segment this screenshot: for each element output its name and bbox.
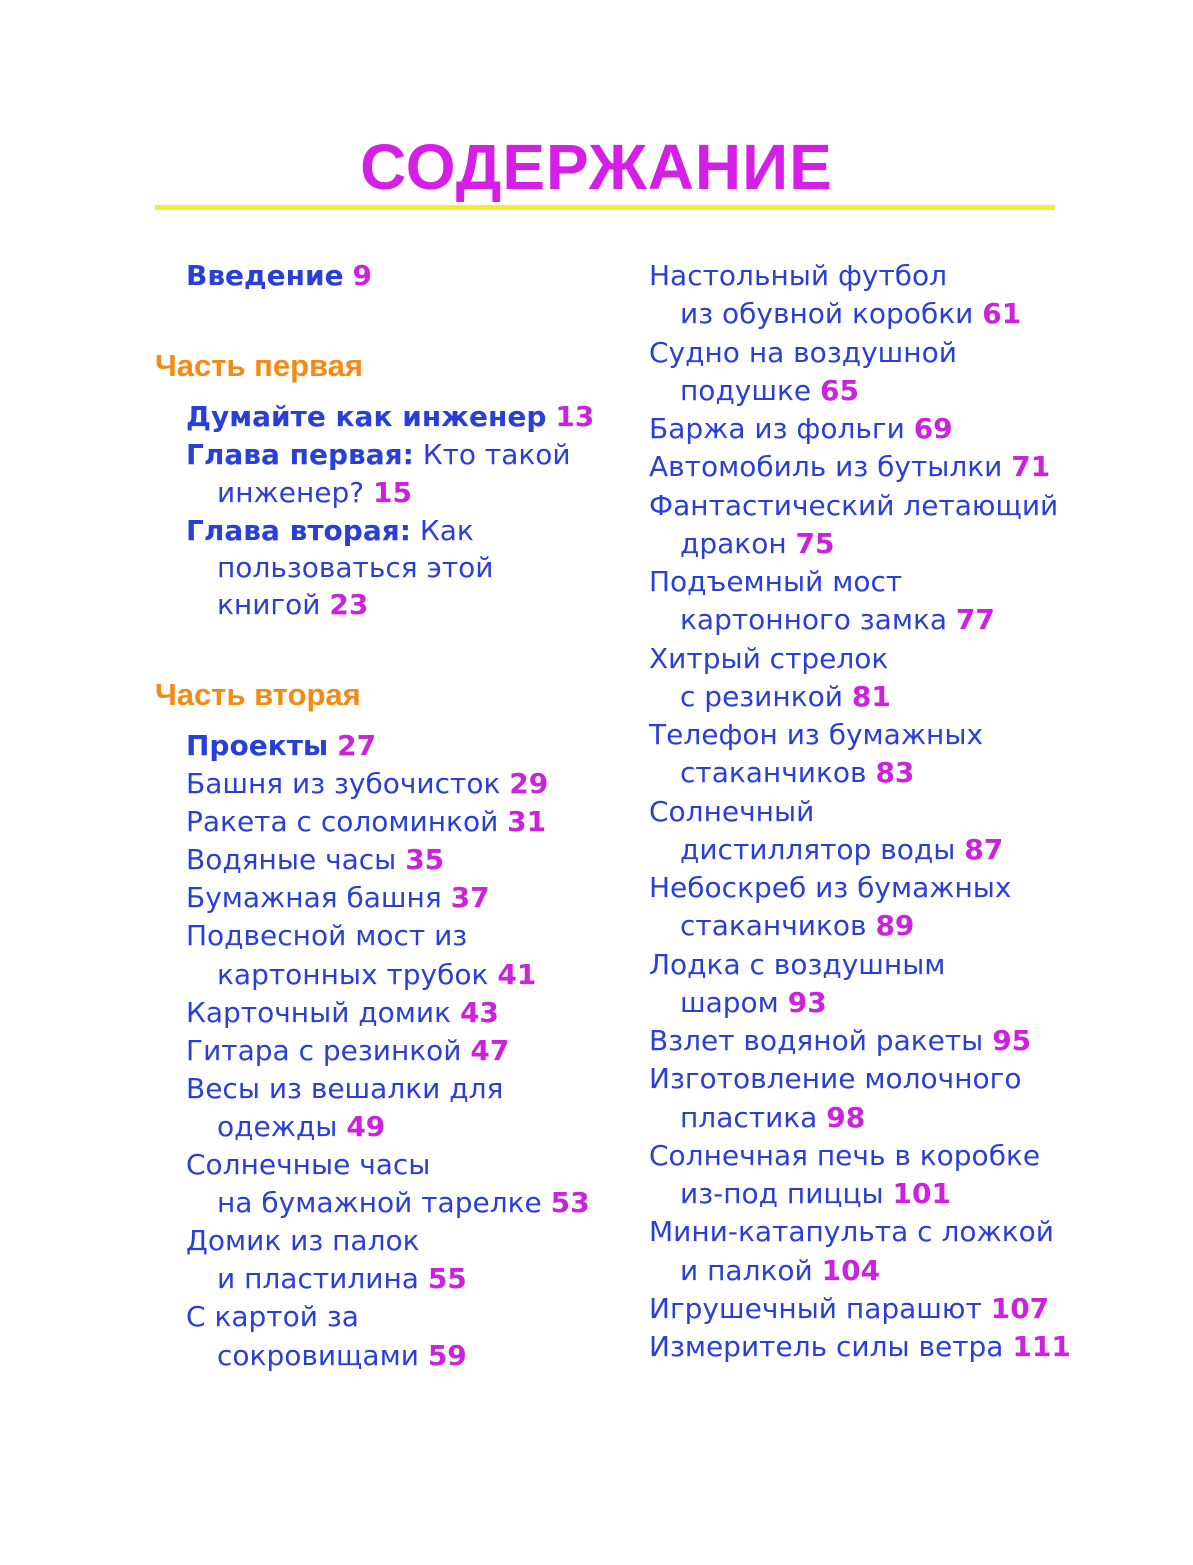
toc-entry-label: Игрушечный парашют <box>649 1291 982 1325</box>
toc-entry[interactable] <box>649 448 1050 486</box>
toc-entry-chapter1-cont[interactable] <box>217 474 412 512</box>
title-underline <box>155 205 1055 210</box>
toc-entry-label: Настольный футбол <box>649 259 948 292</box>
toc-entry-label: стаканчиков <box>680 756 867 790</box>
toc-entry[interactable] <box>186 803 546 841</box>
toc-entry-label: Ракета с соломинкой <box>186 805 499 839</box>
toc-entry-label: из обувной коробки <box>680 297 974 331</box>
toc-entry[interactable] <box>680 907 914 945</box>
toc-page-number: 75 <box>795 526 835 560</box>
toc-page-number: 55 <box>427 1262 467 1296</box>
toc-entry-label: сокровищами <box>217 1338 419 1372</box>
toc-entry[interactable] <box>217 1184 590 1222</box>
toc-entry[interactable] <box>186 1032 509 1070</box>
toc-entry[interactable] <box>186 879 490 917</box>
toc-page-number: 65 <box>820 373 860 407</box>
toc-entry[interactable] <box>680 601 995 639</box>
toc-entry-label: Думайте как инженер <box>186 400 547 433</box>
toc-entry-projects[interactable] <box>186 727 376 765</box>
toc-entry[interactable] <box>680 1175 951 1213</box>
toc-entry[interactable] <box>186 1146 430 1184</box>
page-title: СОДЕРЖАНИЕ <box>360 131 833 203</box>
toc-entry-label: С картой за <box>186 1300 359 1334</box>
toc-page-number: 15 <box>373 476 412 509</box>
toc-page-number: 61 <box>982 297 1022 331</box>
part-heading-2: Часть вторая <box>155 677 361 712</box>
toc-page-number: 9 <box>352 259 372 292</box>
toc-entry-label: дракон <box>680 526 787 560</box>
toc-entry-label: Проекты <box>186 729 329 762</box>
toc-entry[interactable] <box>680 295 1021 333</box>
toc-page-number: 89 <box>875 909 915 943</box>
toc-page-number: 41 <box>497 957 537 991</box>
toc-entry[interactable] <box>649 410 953 448</box>
toc-entry[interactable] <box>186 841 444 879</box>
toc-entry-label: Хитрый стрелок <box>649 641 889 675</box>
chapter-prefix: Глава вторая: <box>186 514 411 547</box>
toc-entry-label: Башня из зубочисток <box>186 767 501 800</box>
toc-page-number: 101 <box>892 1177 951 1210</box>
toc-entry[interactable] <box>217 1108 385 1146</box>
part-heading-1: Часть первая <box>155 348 363 383</box>
toc-entry[interactable] <box>217 1260 467 1298</box>
toc-page-number: 107 <box>990 1291 1050 1325</box>
toc-entry-label: Фантастический летающий <box>649 488 1059 522</box>
toc-entry-label: одежды <box>217 1109 338 1143</box>
toc-entry[interactable] <box>680 1252 880 1290</box>
toc-entry-label: Лодка с воздушным <box>649 947 946 981</box>
toc-page-number: 43 <box>459 995 499 1029</box>
toc-entry[interactable] <box>649 1137 1040 1175</box>
toc-entry-label: на бумажной тарелке <box>217 1186 542 1220</box>
chapter-prefix: Глава первая: <box>186 438 414 471</box>
toc-page-number: 37 <box>450 881 490 915</box>
toc-entry-chapter2-cont[interactable] <box>217 586 368 624</box>
toc-page-number: 104 <box>821 1253 881 1287</box>
toc-entry-think[interactable] <box>186 398 594 436</box>
toc-entry-label: Водяные часы <box>186 843 397 877</box>
toc-entry-label: Солнечные часы <box>186 1148 431 1181</box>
toc-entry[interactable] <box>649 1213 1054 1251</box>
toc-entry[interactable] <box>186 1222 420 1260</box>
toc-entry[interactable] <box>186 1298 359 1336</box>
toc-entry[interactable] <box>186 994 499 1032</box>
toc-entry-label: Карточный домик <box>186 995 452 1029</box>
toc-page-number: 59 <box>427 1338 467 1372</box>
toc-entry-label: Небоскреб из бумажных <box>649 871 1012 904</box>
toc-entry[interactable] <box>186 1070 503 1108</box>
toc-page-number: 13 <box>555 400 595 433</box>
toc-entry[interactable] <box>680 984 827 1022</box>
toc-page-number: 98 <box>826 1100 866 1134</box>
toc-page-number: 71 <box>1011 450 1051 484</box>
toc-page-number: 23 <box>329 588 369 621</box>
toc-entry-label: инженер? <box>217 476 365 509</box>
toc-page-number: 69 <box>913 412 953 445</box>
toc-entry-chapter1[interactable] <box>186 436 571 474</box>
toc-entry[interactable] <box>649 487 1058 525</box>
toc-entry[interactable] <box>649 640 888 678</box>
toc-entry-label: Измеритель силы ветра <box>649 1330 1004 1363</box>
toc-entry-label: Солнечная печь в коробке <box>649 1138 1041 1172</box>
toc-entry-label: Гитара с резинкой <box>186 1033 462 1067</box>
toc-entry[interactable] <box>649 793 814 831</box>
toc-entry-label: Подвесной мост из <box>186 919 468 953</box>
toc-entry[interactable] <box>649 1328 1071 1366</box>
toc-page-number: 93 <box>787 985 827 1019</box>
toc-entry-chapter2-cont[interactable] <box>217 549 493 587</box>
toc-entry[interactable] <box>680 525 835 563</box>
toc-entry-label: Подъемный мост <box>649 565 903 598</box>
toc-page-number: 31 <box>507 805 547 839</box>
toc-entry-label: и палкой <box>680 1253 813 1287</box>
toc-page-number: 81 <box>851 679 891 713</box>
toc-page-number: 111 <box>1012 1330 1071 1363</box>
toc-entry-chapter2[interactable] <box>186 512 474 550</box>
toc-entry-label: стаканчиков <box>680 909 867 943</box>
toc-entry[interactable] <box>649 1060 1021 1098</box>
toc-entry[interactable] <box>649 946 945 984</box>
toc-entry-label: Как <box>419 514 474 547</box>
toc-entry[interactable] <box>680 1099 865 1137</box>
toc-entry-label: и пластилина <box>217 1262 419 1296</box>
toc-page-number: 35 <box>405 843 445 877</box>
toc-entry[interactable] <box>649 1022 1031 1060</box>
toc-entry-label: Кто такой <box>422 438 571 471</box>
toc-entry[interactable] <box>217 1337 467 1375</box>
toc-entry-label: шаром <box>680 985 779 1019</box>
toc-entry-intro[interactable] <box>186 257 372 295</box>
toc-entry-label: Весы из вешалки для <box>186 1071 504 1105</box>
toc-entry-label: Взлет водяной ракеты <box>649 1024 984 1057</box>
toc-entry-label: книгой <box>217 588 321 621</box>
toc-entry-label: пользоваться этой <box>217 551 494 584</box>
toc-entry-label: Телефон из бумажных <box>649 718 984 751</box>
toc-entry[interactable] <box>186 765 548 803</box>
toc-page-number: 49 <box>346 1109 386 1143</box>
toc-entry-label: Изготовление молочного <box>649 1062 1022 1096</box>
toc-entry[interactable] <box>649 563 902 601</box>
toc-page-number: 53 <box>550 1186 590 1220</box>
toc-entry[interactable] <box>649 334 957 372</box>
toc-entry[interactable] <box>680 831 1003 869</box>
toc-entry[interactable] <box>186 917 467 955</box>
toc-entry-label: Бумажная башня <box>186 881 442 915</box>
toc-entry-label: картонных трубок <box>217 957 489 991</box>
toc-entry-label: подушке <box>680 373 812 407</box>
toc-page-number: 77 <box>955 603 995 637</box>
toc-entry-label: Судно на воздушной <box>649 335 957 369</box>
toc-entry[interactable] <box>649 869 1011 907</box>
toc-entry-label: Домик из палок <box>186 1224 420 1258</box>
toc-entry-label: Введение <box>186 259 344 292</box>
toc-entry-label: дистиллятор воды <box>680 832 956 866</box>
toc-entry[interactable] <box>649 1290 1049 1328</box>
toc-entry[interactable] <box>680 678 891 716</box>
toc-page-number: 47 <box>470 1033 510 1067</box>
toc-page-number: 87 <box>964 832 1004 866</box>
toc-entry-label: Автомобиль из бутылки <box>649 450 1003 484</box>
toc-entry[interactable] <box>680 754 914 792</box>
toc-entry[interactable] <box>217 956 536 994</box>
toc-page-number: 95 <box>992 1024 1032 1057</box>
toc-page-number: 83 <box>875 756 915 790</box>
toc-entry-label: пластика <box>680 1100 818 1134</box>
toc-entry[interactable] <box>649 257 947 295</box>
toc-entry-label: Баржа из фольги <box>649 412 905 445</box>
toc-entry[interactable] <box>680 372 859 410</box>
toc-entry-label: картонного замка <box>680 603 948 637</box>
toc-entry-label: Мини-катапульта с ложкой <box>649 1215 1054 1249</box>
toc-entry-label: из-под пиццы <box>680 1177 884 1210</box>
toc-page-number: 27 <box>337 729 377 762</box>
toc-page-number: 29 <box>509 767 549 800</box>
toc-entry[interactable] <box>649 716 983 754</box>
toc-entry-label: Солнечный <box>649 794 815 828</box>
toc-entry-label: с резинкой <box>680 679 843 713</box>
